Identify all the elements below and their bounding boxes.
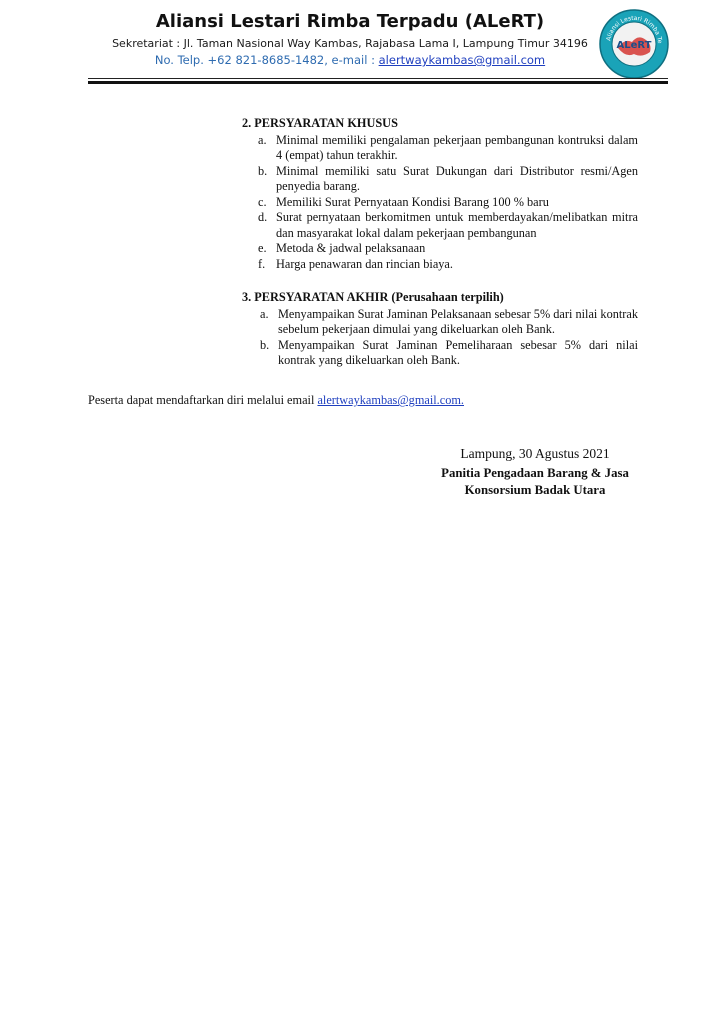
registration-note-text: Peserta dapat mendaftarkan diri melalui email: [88, 393, 318, 408]
requirement-item: [242, 133, 638, 164]
requirement-item: [242, 164, 638, 195]
requirement-item: [242, 307, 638, 338]
item-text: Minimal memiliki satu Surat Dukungan dari Distributor resmi/Agen penyedia barang.: [276, 163, 638, 193]
section-special-requirements: [242, 116, 638, 272]
item-text: Minimal memiliki pengalaman pekerjaan pembangunan kontruksi dalam 4 (empat) tahun terakhir.: [276, 132, 638, 162]
item-marker: f.: [258, 256, 266, 271]
section-final-requirements: [242, 290, 638, 369]
section2-title: 2. PERSYARATAN KHUSUS: [242, 116, 398, 130]
requirement-item: [242, 210, 638, 241]
secretariat-address: Sekretariat : Jl. Taman Nasional Way Kambas, Rajabasa Lama I, Lampung Timur 34196: [112, 37, 588, 50]
requirement-item: [242, 257, 638, 273]
item-marker: c.: [258, 194, 267, 209]
committee-name: Panitia Pengadaan Barang & Jasa: [441, 466, 629, 480]
header-email-link[interactable]: alertwaykambas@gmail.com: [378, 53, 546, 67]
registration-note: [88, 393, 464, 408]
header-rule-thick: [88, 81, 668, 84]
consortium-name: Konsorsium Badak Utara: [464, 483, 606, 497]
item-marker: b.: [258, 163, 268, 178]
item-marker: d.: [258, 210, 268, 224]
logo-ring-text: Aliansi Lestari Rimba Te: [605, 14, 664, 44]
item-marker: a.: [258, 132, 267, 147]
requirement-item: [242, 338, 638, 369]
contact-line: [90, 53, 610, 67]
place-date: Lampung, 30 Agustus 2021: [460, 446, 610, 461]
item-text: Memiliki Surat Pernyataan Kondisi Barang 100 % baru: [276, 194, 549, 209]
item-text: Menyampaikan Surat Jaminan Pelaksanaan sebesar 5% dari nilai kontrak sebelum pekerjaan dimulai yang dikeluarkan oleh Bank.: [278, 306, 638, 336]
letterhead: [0, 0, 723, 90]
phone-text: No. Telp. +62 821-8685-1482, e-mail :: [154, 53, 379, 67]
item-text: Surat pernyataan berkomitmen untuk memberdayakan/melibatkan mitra dan masyarakat lokal dalam pekerjaan pembangunan: [276, 210, 638, 240]
item-marker: b.: [260, 337, 270, 352]
requirement-item: [242, 241, 638, 257]
item-marker: a.: [260, 306, 269, 321]
item-text: Harga penawaran dan rincian biaya.: [276, 256, 453, 271]
alert-logo: [598, 8, 670, 80]
signature-block: [420, 445, 650, 499]
item-marker: e.: [258, 241, 267, 255]
item-text: Metoda & jadwal pelaksanaan: [276, 241, 426, 255]
logo-text: ALeRT: [616, 40, 652, 51]
requirement-item: [242, 195, 638, 211]
section3-title: 3. PERSYARATAN AKHIR (Perusahaan terpilih): [242, 290, 504, 304]
item-text: Menyampaikan Surat Jaminan Pemeliharaan sebesar 5% dari nilai kontrak yang dikeluarkan oleh Bank.: [278, 337, 638, 367]
header-rule-thin: [88, 78, 668, 79]
organization-name: Aliansi Lestari Rimba Terpadu (ALeRT): [155, 11, 545, 32]
registration-email-link[interactable]: alertwaykambas@gmail.com.: [317, 393, 464, 408]
